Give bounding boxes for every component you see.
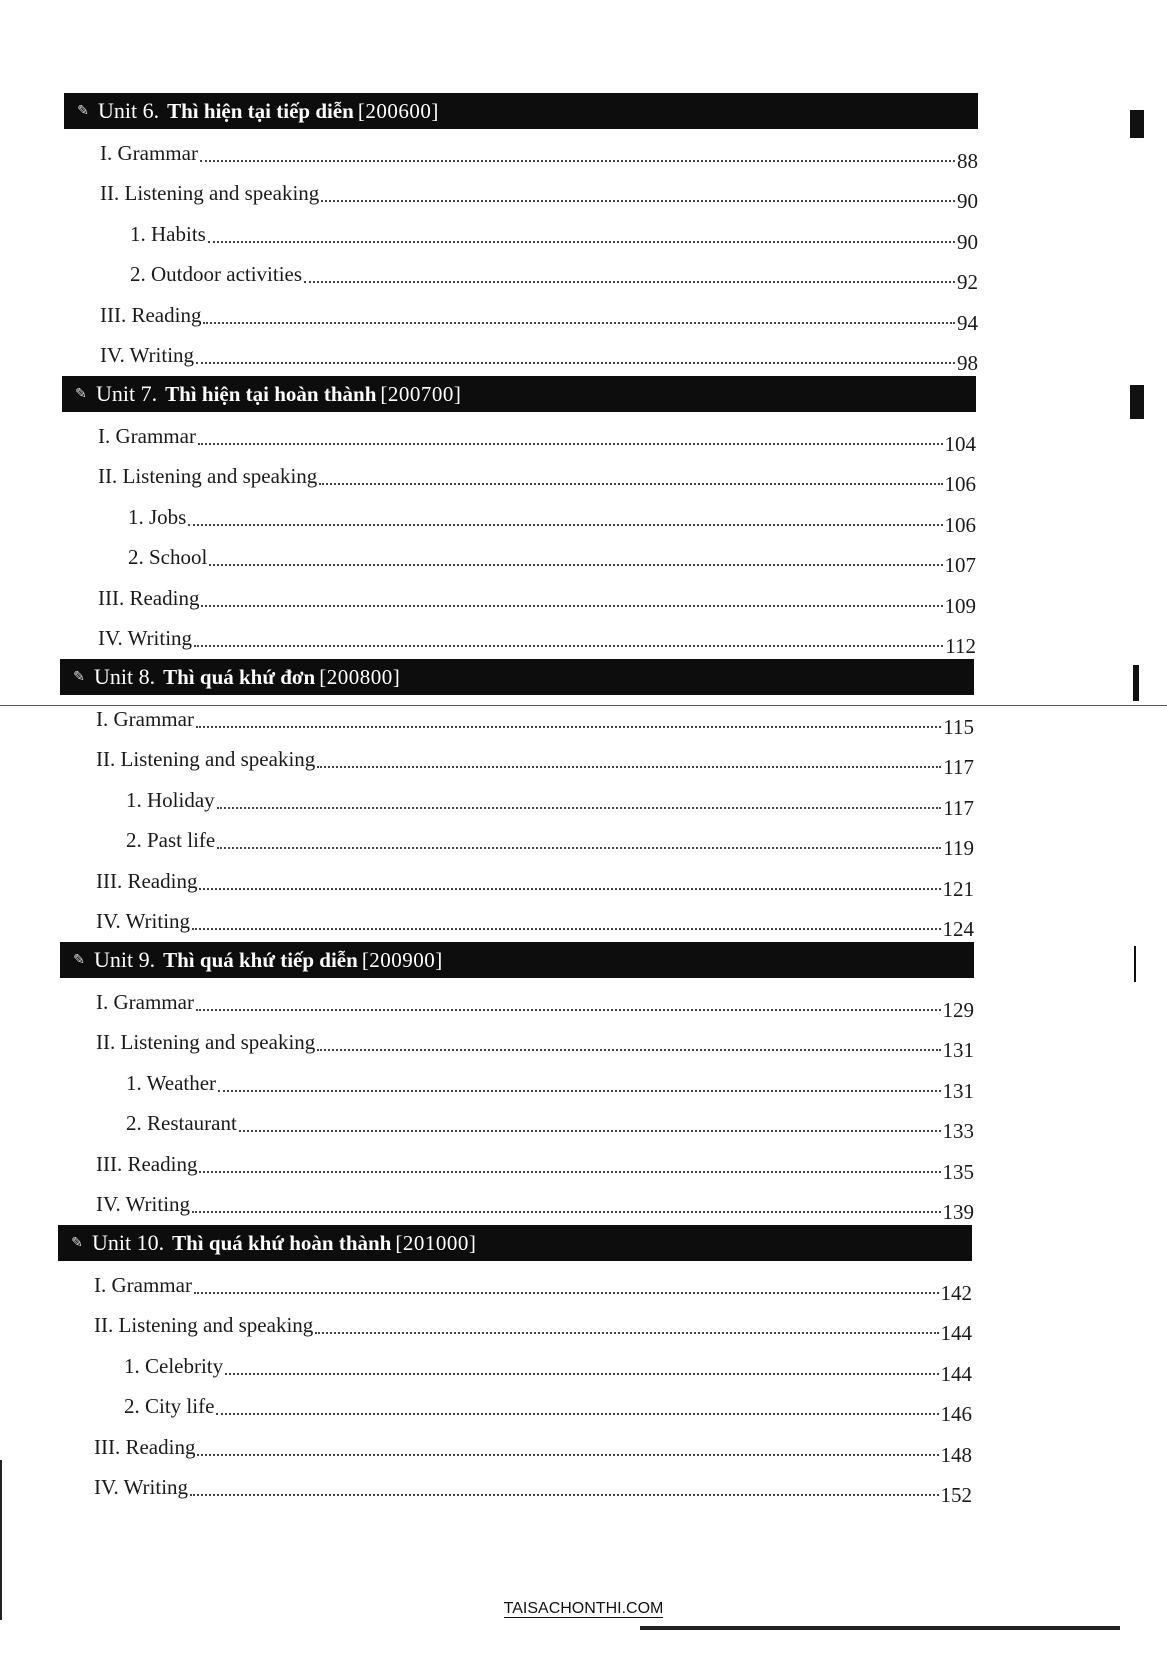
toc-entry[interactable]	[60, 978, 974, 1022]
unit-title: Thì quá khứ đơn	[163, 664, 316, 689]
entry-label: 2. City life	[124, 1394, 215, 1418]
footer-site	[0, 1600, 1167, 1618]
unit-code: [200800]	[319, 664, 401, 689]
dot-leader	[196, 362, 955, 364]
entry-label: 2. School	[128, 545, 208, 569]
toc-entry[interactable]	[64, 129, 978, 173]
unit-code: [201000]	[395, 1230, 477, 1255]
unit-title: Thì quá khứ tiếp diễn	[163, 947, 358, 972]
pencil-icon: ✎	[77, 103, 89, 119]
toc-entry[interactable]	[62, 534, 976, 575]
entry-label: 2. Past life	[126, 828, 216, 852]
dot-leader	[321, 200, 955, 202]
page-number: 129	[942, 997, 974, 1022]
entry-label: II. Listening and speaking	[98, 464, 318, 488]
scan-edge-mark	[1130, 385, 1144, 419]
entry-label: I. Grammar	[96, 989, 194, 1014]
page-number: 112	[945, 634, 976, 658]
toc-entry[interactable]	[58, 1383, 972, 1424]
dot-leader	[317, 766, 941, 768]
toc-entry[interactable]	[62, 574, 976, 618]
dot-leader	[188, 524, 942, 526]
pencil-icon: ✎	[73, 669, 85, 685]
toc-entry[interactable]	[64, 210, 978, 254]
pencil-icon: ✎	[71, 1235, 83, 1251]
toc-entry[interactable]	[64, 291, 978, 335]
dot-leader	[196, 726, 941, 728]
dot-leader	[304, 281, 955, 283]
unit-section	[60, 942, 974, 1224]
entry-list	[62, 412, 976, 658]
unit-header	[62, 376, 976, 412]
entry-label: I. Grammar	[94, 1272, 192, 1297]
unit-code: [200700]	[380, 381, 462, 406]
entry-label: II. Listening and speaking	[100, 181, 320, 205]
page-number: 106	[944, 472, 976, 496]
toc-entry[interactable]	[58, 1464, 972, 1505]
page-number: 124	[942, 917, 974, 941]
dot-leader	[216, 1413, 938, 1415]
entry-label: II. Listening and speaking	[96, 1030, 316, 1054]
dot-leader	[208, 241, 955, 243]
entry-list	[58, 1261, 972, 1507]
page-number: 121	[942, 876, 974, 901]
dot-leader	[317, 1049, 940, 1051]
page-number: 131	[942, 1038, 974, 1062]
page-number: 90	[957, 229, 978, 254]
dot-leader	[192, 928, 940, 930]
entry-label: IV. Writing	[100, 343, 195, 367]
dot-leader	[190, 1494, 938, 1496]
toc-entry[interactable]	[60, 1019, 974, 1060]
page-number: 88	[957, 148, 978, 173]
scan-edge-mark	[1134, 946, 1136, 982]
entry-label: I. Grammar	[100, 140, 198, 165]
page-number: 94	[957, 310, 978, 335]
dot-leader	[194, 1292, 939, 1294]
entry-label: I. Grammar	[96, 706, 194, 731]
toc-entry[interactable]	[64, 332, 978, 373]
unit-section	[58, 1225, 972, 1507]
entry-label: II. Listening and speaking	[94, 1313, 314, 1337]
entry-label: 1. Weather	[126, 1070, 217, 1095]
entry-label: 1. Habits	[130, 221, 206, 246]
page-number: 152	[940, 1483, 972, 1507]
unit-section	[62, 376, 976, 658]
page-number: 133	[942, 1119, 974, 1143]
dot-leader	[201, 605, 942, 607]
unit-header	[64, 93, 978, 129]
toc-entry[interactable]	[60, 817, 974, 858]
page-number: 119	[943, 836, 974, 860]
unit-title: Thì hiện tại tiếp diễn	[167, 98, 354, 123]
unit-label: Unit 6.	[98, 98, 160, 123]
scan-line	[640, 1626, 1120, 1630]
toc-entry[interactable]	[60, 1181, 974, 1222]
entry-label: 1. Holiday	[126, 787, 215, 812]
dot-leader	[209, 564, 942, 566]
page-number: 146	[940, 1402, 972, 1426]
unit-label: Unit 8.	[94, 664, 156, 689]
entry-label: III. Reading	[100, 302, 202, 327]
entry-label: IV. Writing	[96, 909, 191, 933]
footer-text: TAISACHONTHI.COM	[503, 1600, 664, 1617]
unit-code: [200900]	[361, 947, 443, 972]
entry-list	[60, 695, 974, 941]
page-number: 117	[943, 795, 974, 820]
pencil-icon: ✎	[75, 386, 87, 402]
unit-code: [200600]	[357, 98, 439, 123]
page-number: 90	[957, 189, 978, 213]
toc-entry[interactable]	[58, 1261, 972, 1305]
scan-edge-mark	[1133, 665, 1139, 701]
dot-leader	[239, 1130, 941, 1132]
page-number: 148	[940, 1442, 972, 1467]
unit-title: Thì hiện tại hoàn thành	[165, 381, 377, 406]
dot-leader	[203, 322, 955, 324]
page-number: 104	[944, 431, 976, 456]
toc-entry[interactable]	[58, 1342, 972, 1386]
unit-header	[60, 942, 974, 978]
toc-entry[interactable]	[60, 1100, 974, 1141]
entry-label: IV. Writing	[98, 626, 193, 650]
toc-entry[interactable]	[62, 412, 976, 456]
page-number: 144	[940, 1321, 972, 1345]
unit-label: Unit 9.	[94, 947, 156, 972]
dot-leader	[200, 160, 955, 162]
dot-leader	[197, 1454, 938, 1456]
entry-label: II. Listening and speaking	[96, 747, 316, 771]
entry-label: 1. Jobs	[128, 504, 187, 529]
entry-label: III. Reading	[96, 1151, 198, 1176]
toc-entry[interactable]	[60, 1140, 974, 1184]
page-number: 135	[942, 1159, 974, 1184]
entry-label: 1. Celebrity	[124, 1353, 224, 1378]
entry-label: III. Reading	[94, 1434, 196, 1459]
pencil-icon: ✎	[73, 952, 85, 968]
page-number: 144	[940, 1361, 972, 1386]
entry-label: IV. Writing	[94, 1475, 189, 1499]
unit-label: Unit 7.	[96, 381, 158, 406]
dot-leader	[199, 1171, 940, 1173]
toc-entry[interactable]	[60, 898, 974, 939]
toc-entry[interactable]	[60, 695, 974, 739]
page-number: 117	[943, 755, 974, 779]
scan-line	[0, 1460, 2, 1620]
page-number: 115	[943, 714, 974, 739]
toc-entry[interactable]	[64, 251, 978, 292]
unit-header	[58, 1225, 972, 1261]
dot-leader	[194, 645, 943, 647]
toc-entry[interactable]	[62, 493, 976, 537]
toc-entry[interactable]	[64, 170, 978, 211]
toc-entry[interactable]	[62, 615, 976, 656]
page-number: 107	[944, 553, 976, 577]
dot-leader	[196, 1009, 941, 1011]
dot-leader	[218, 1090, 940, 1092]
scan-line	[0, 705, 1167, 706]
dot-leader	[217, 807, 942, 809]
unit-section	[60, 659, 974, 941]
toc-entry[interactable]	[60, 776, 974, 820]
unit-section	[64, 93, 978, 375]
scan-edge-mark	[1130, 110, 1144, 138]
dot-leader	[315, 1332, 938, 1334]
entry-list	[60, 978, 974, 1224]
unit-title: Thì quá khứ hoàn thành	[172, 1230, 392, 1255]
entry-label: I. Grammar	[98, 423, 196, 448]
toc-entry[interactable]	[60, 1059, 974, 1103]
page-number: 98	[957, 351, 978, 375]
toc-entry[interactable]	[58, 1302, 972, 1343]
unit-header	[60, 659, 974, 695]
page-number: 142	[940, 1280, 972, 1305]
page-number: 92	[957, 270, 978, 294]
entry-list	[64, 129, 978, 375]
dot-leader	[319, 483, 942, 485]
unit-label: Unit 10.	[92, 1230, 165, 1255]
entry-label: IV. Writing	[96, 1192, 191, 1216]
toc-entry[interactable]	[60, 736, 974, 777]
dot-leader	[199, 888, 940, 890]
entry-label: III. Reading	[96, 868, 198, 893]
toc-entry[interactable]	[60, 857, 974, 901]
dot-leader	[217, 847, 941, 849]
entry-label: 2. Outdoor activities	[130, 262, 303, 286]
toc-entry[interactable]	[58, 1423, 972, 1467]
page-number: 106	[944, 512, 976, 537]
entry-label: 2. Restaurant	[126, 1111, 237, 1135]
dot-leader	[198, 443, 943, 445]
page-number: 139	[942, 1200, 974, 1224]
entry-label: III. Reading	[98, 585, 200, 610]
page-number: 109	[944, 593, 976, 618]
dot-leader	[192, 1211, 940, 1213]
dot-leader	[225, 1373, 938, 1375]
toc-entry[interactable]	[62, 453, 976, 494]
page-number: 131	[942, 1078, 974, 1103]
